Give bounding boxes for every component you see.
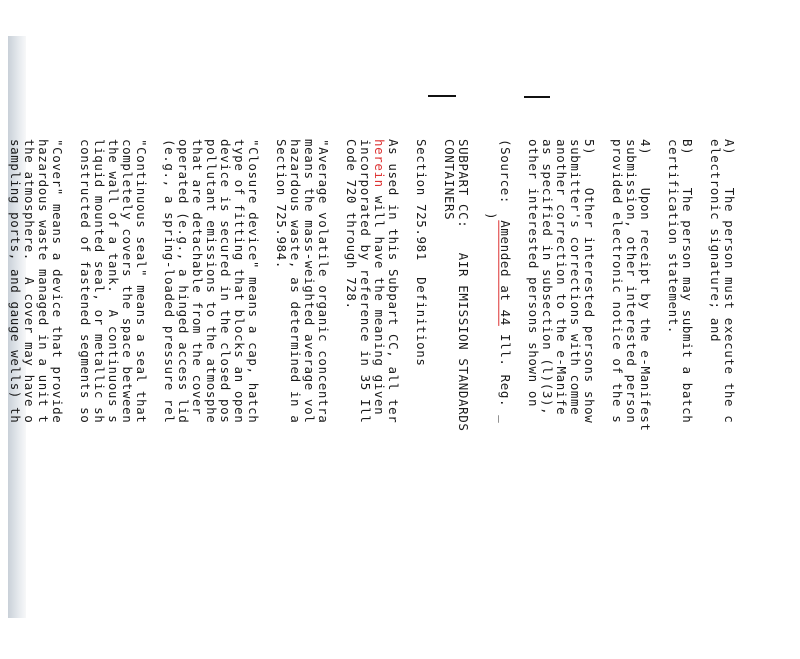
text-line: SUBPART CC: AIR EMISSION STANDARDS: [456, 139, 471, 432]
text-line: provided electronic notice of the s: [610, 139, 625, 424]
paragraph-as-used: [344, 139, 400, 659]
text-line: Code 720 through 728.: [344, 139, 359, 310]
paragraph-A: [708, 139, 736, 659]
text-line: means the mass-weighted average vol: [302, 139, 317, 424]
text-line: the atmosphere. A cover may have o: [22, 139, 37, 424]
text-line: "Continuous seal" means a seal that: [134, 139, 149, 424]
text-line: constructed of fastened segments so: [78, 139, 93, 424]
paragraph-4: [610, 139, 652, 659]
rotated-document-text: [8, 139, 736, 659]
text-line: 4) Upon receipt by the e-Manifest: [638, 139, 653, 432]
text-line: electronic signature; and: [708, 139, 723, 343]
text-line: device is secured in the closed pos: [218, 139, 233, 424]
text-line: the wall of a tank. A continuous s: [106, 139, 121, 424]
text-line: herein will have the meaning given: [372, 139, 387, 416]
text-line: as specified in subsection (l)(3),: [540, 139, 555, 416]
text-line: type of fitting that blocks an open: [232, 139, 247, 424]
paragraph-cover: [8, 139, 64, 659]
text-line: submission, other interested person: [624, 139, 639, 424]
text-line: hazardous waste managed in a unit t: [36, 139, 51, 424]
text-line: ): [484, 139, 499, 221]
text-line: other interested persons shown on: [526, 139, 541, 408]
text-line: As used in this Subpart CC, all ter: [386, 139, 401, 424]
text-line: B) The person may submit a batch: [680, 139, 695, 424]
text-line: CONTAINERS: [442, 139, 457, 221]
paragraph-source: [484, 139, 512, 659]
margin-mark: [524, 96, 550, 98]
text-line: completely covers the space between: [120, 139, 135, 424]
text-line: "Average volatile organic concentra: [316, 139, 331, 424]
text-line: hazardous waste, as determined in a: [288, 139, 303, 424]
text-line: (Source: Amended at 44 Ill. Reg. _: [498, 139, 513, 424]
paragraph-avo: [274, 139, 330, 659]
text-line: A) The person must execute the c: [722, 139, 737, 424]
paragraph-subpart: [442, 139, 470, 659]
paragraph-closure: [162, 139, 260, 659]
paragraph-5: [526, 139, 596, 659]
highlighted-word: herein: [372, 139, 387, 188]
tracked-change: Amended at 44: [498, 220, 513, 326]
text-line: Section 725.984.: [274, 139, 289, 270]
text-line: certification statement.: [666, 139, 681, 335]
text-line: Section 725.981 Definitions: [414, 139, 429, 367]
text-line: sampling ports, and gauge wells) th: [8, 139, 23, 424]
text-line: "Cover" means a device that provide: [50, 139, 65, 424]
text-line: another correction to the e-Manife: [554, 139, 569, 416]
margin-mark: [428, 95, 456, 97]
paragraph-section: [414, 139, 428, 659]
text-line: pollutant emissions to the atmosphe: [204, 139, 219, 424]
text-line: operated (e.g., a hinged access lid: [176, 139, 191, 424]
paragraph-B: [666, 139, 694, 659]
text-line: 5) Other interested persons show: [582, 139, 597, 424]
text-line: that are detachable from the cover: [190, 139, 205, 416]
text-line: (e.g., a spring-loaded pressure rel: [162, 139, 177, 424]
paragraph-seal: [78, 139, 148, 659]
text-line: liquid mounted seal, or metallic sh: [92, 139, 107, 424]
text-line: incorporated by reference in 35 Ill: [358, 139, 373, 424]
text-line: "Closure device" means a cap, hatch: [246, 139, 261, 424]
text-line: submitter's corrections with comme: [568, 139, 583, 416]
